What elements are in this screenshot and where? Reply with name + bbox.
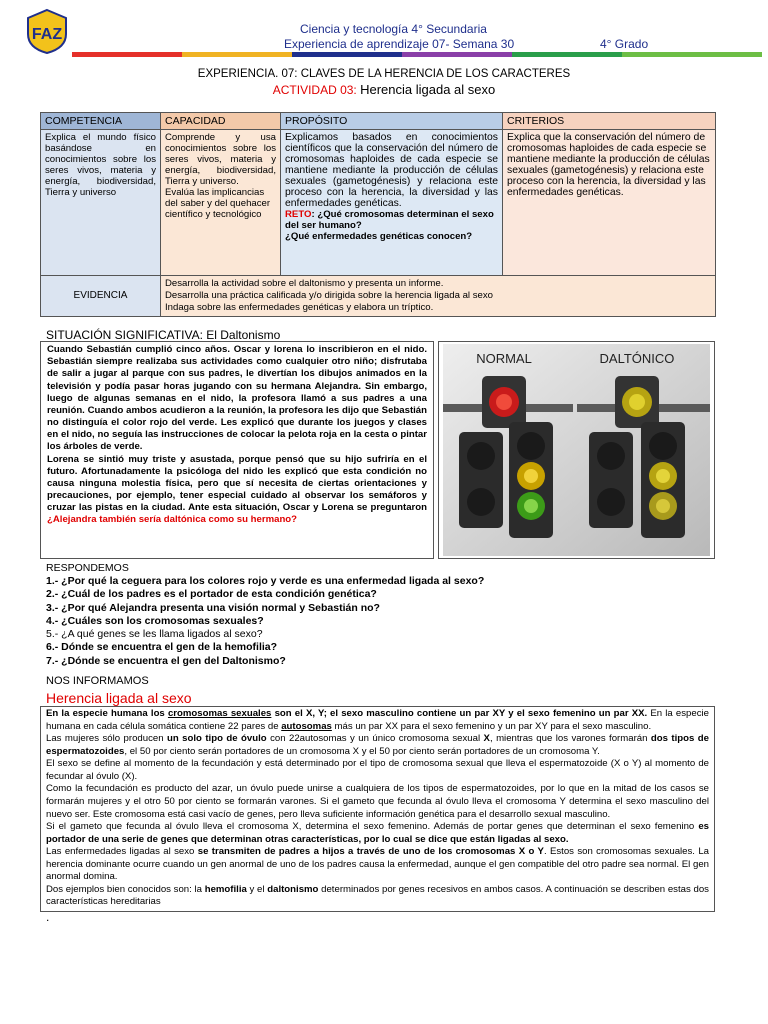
- experience-title: EXPERIENCIA. 07: CLAVES DE LA HERENCIA DE LOS CARACTERES: [197, 68, 571, 80]
- question-item: 1.- ¿Por qué la ceguera para los colores rojo y verde es una enfermedad ligada al sexo?: [46, 575, 485, 588]
- inform-paragraph-5: Si el gameto que fecunda al óvulo lleva el cromosoma X, determina el sexo femenino. Además de portar genes que determinan el sexo femenino es portador de una serie de genes que determinan otras características, por lo cual se dice que están ligadas al sexo.: [46, 821, 710, 845]
- header-subject: Ciencia y tecnología 4° Secundaria: [300, 22, 487, 36]
- logo-text: FAZ: [31, 26, 63, 43]
- evidence-item: Desarrolla la actividad sobre el daltonismo y presenta un informe.: [165, 278, 444, 289]
- question-item: 6.- Dónde se encuentra el gen de la hemofilia?: [46, 641, 278, 654]
- capacidad-2: Evalúa las implicancias del saber y del quehacer científico y tecnológico: [165, 187, 271, 220]
- cell-competencia: Explica el mundo físico basándose en conocimientos sobre los seres vivos, materia y energía, biodiversidad, Tierra y universo: [41, 130, 161, 276]
- question-item: 4.- ¿Cuáles son los cromosomas sexuales?: [46, 614, 264, 627]
- traffic-light-image: [438, 341, 715, 559]
- inform-paragraph-6: Las enfermedades ligadas al sexo se transmiten de padres a hijos a través de uno de los cromosomas X o Y. Estos son cromosomas sexuales. La herencia dominante ocurre cuando un gen anormal de uno de los padres causa la enfermedad, aunque el gen compatible del otro padre sea normal. El gen anormal domina.: [46, 846, 709, 883]
- school-logo: [24, 8, 70, 54]
- label-daltonico: DALTÓNICO: [599, 351, 675, 366]
- reto-question-1: : ¿Qué cromosomas determinan el sexo del ser humano?: [285, 209, 494, 231]
- inform-paragraph-4: Como la fecundación es producto del azar, un óvulo puede unirse a cualquiera de los tipos de espermatozoides, por lo que en la mitad de los casos se formarán mujeres y el otro 50 por ciento se formarán varones. Si el gameto que fecunda al óvulo lleva el cromosoma Y determina el sexo masculino del nuevo ser. Este cromosoma está casi vacío de genes, pero lleva suficiente información genética para el desarrollo sexual masculino.: [46, 783, 709, 820]
- evidence-item: Desarrolla una práctica calificada y/o dirigida sobre la herencia ligada al sexo: [165, 289, 493, 301]
- header-criterios: CRITERIOS: [503, 113, 716, 130]
- evidence-label: EVIDENCIA: [41, 276, 161, 317]
- situation-question: ¿Alejandra también sería daltónica como su hermano?: [47, 514, 298, 526]
- inform-title: NOS INFORMAMOS: [46, 675, 149, 687]
- situation-text: [40, 341, 434, 559]
- cell-proposito: [281, 130, 503, 276]
- evidence-item: Indaga sobre las enfermedades genéticas y elabora un tríptico.: [165, 301, 434, 313]
- situation-paragraph-2: Lorena se sintió muy triste y asustada, porque pensó que su hijo sufriría en el futuro. Afortunadamente la psicóloga del nido les explicó que esta condición no causa ninguna molestia física, pero que sí necesita de ciertas orientaciones y precauciones, por ejemplo, tener especial cuidado al observar los semáforos y cruzar las pistas en la ciudad. Ante esta situación, Oscar y Lorena se preguntaron ¿Alejandra también sería daltónica como su hermano?: [47, 453, 427, 526]
- question-item: 3.- ¿Por qué Alejandra presenta una visión normal y Sebastián no?: [46, 601, 380, 614]
- inform-paragraph-2: Las mujeres sólo producen un solo tipo de óvulo con 22autosomas y un único cromosoma sexual X, mientras que los varones formarán dos tipos de espermatozoides, el 50 por ciento serán portadores de un cromosoma X y el 50 por ciento serán portadores de un cromosoma Y.: [46, 733, 709, 757]
- situation-title: SITUACIÓN SIGNIFICATIVA: El Daltonismo: [46, 328, 281, 342]
- situation-paragraph-1: Cuando Sebastián cumplió cinco años. Oscar y lorena lo inscribieron en el nido. Sebastián siempre realizaba sus actividades como cualquier otro niño; disfrutaba de salir a jugar al parque con sus padres, le divertían los dibujos animados en la televisión y podía pasar horas jugando con su hermana Alejandra. Sin embargo, luego de algunas semanas en el nido, la profesora llamó a sus padres a una reunión. Cuando ambos acudieron a la reunión, la profesora les dijo que Sebastián no distinguía el color rojo del verde. Les explicó que durante los juegos y clases en el nido, no seguía las instrucciones de colocar la pelota roja en la cesta o pintar los árboles de verde.: [47, 344, 427, 453]
- inform-text: [40, 706, 715, 912]
- table-content-row: [41, 130, 716, 276]
- capacidad-1: Comprende y usa conocimientos sobre los seres vivos, materia y energía, biodiversidad, Tierra y universo.: [165, 132, 276, 187]
- cell-criterios: Explica que la conservación del número de cromosomas haploides de cada especie se mantiene mediante la producción de células sexuales (gametogénesis) y relaciona este proceso con la herencia, la diversidad y las enfermedades genéticas.: [503, 130, 716, 276]
- reto-question-2: ¿Qué enfermedades genéticas conocen?: [285, 231, 473, 242]
- header-experience: Experiencia de aprendizaje 07- Semana 30: [284, 37, 515, 51]
- evidence-list: [161, 276, 716, 317]
- reto-label: RETO: [285, 209, 312, 220]
- competency-table: [40, 112, 716, 317]
- header-proposito: PROPÓSITO: [281, 113, 503, 130]
- activity-name: Herencia ligada al sexo: [360, 82, 496, 97]
- activity-label: ACTIVIDAD 03:: [272, 83, 357, 97]
- inform-paragraph-1: En la especie humana los cromosomas sexuales son el X, Y; el sexo masculino contiene un par XY y el sexo femenino un par XX. En la especie humana en cada célula somática contiene 22 pares de autosomas más un par XX para el sexo femenino y un par XY para el sexo masculino.: [46, 708, 709, 732]
- questions-title: RESPONDEMOS: [46, 562, 129, 574]
- evidence-row: [41, 276, 716, 317]
- inform-paragraph-7: Dos ejemplos bien conocidos son: la hemofilia y el daltonismo determinados por genes recesivos en ambos casos. A continuación se describen estas dos características hereditarias: [46, 883, 709, 908]
- proposito-text: Explicamos basados en conocimientos científicos que la conservación del número de cromosomas haploides de cada especie se mantiene mediante la producción de células sexuales (gametogénesis) y relaciona este proceso con la herencia, la diversidad y las enfermedades genéticas.: [285, 132, 498, 209]
- header-grade: 4° Grado: [600, 37, 649, 51]
- label-normal: NORMAL: [476, 351, 532, 366]
- trailing-dot: .: [46, 910, 50, 924]
- question-item: 5.- ¿A qué genes se les llama ligados al sexo?: [46, 628, 263, 641]
- questions-section: [46, 562, 484, 668]
- traffic-light-illustration: [439, 342, 714, 558]
- header-capacidad: CAPACIDAD: [161, 113, 281, 130]
- reto: [285, 209, 498, 231]
- question-item: 7.- ¿Dónde se encuentra el gen del Daltonismo?: [46, 654, 286, 667]
- inform-paragraph-3: El sexo se define al momento de la fecundación y está determinado por el tipo de cromosoma sexual que lleva el espermatozoide (X o Y) al momento de fecundar al óvulo (X).: [46, 758, 709, 782]
- activity-title: [0, 82, 768, 97]
- question-item: 2.- ¿Cuál de los padres es el portador de esta condición genética?: [46, 588, 377, 601]
- header-competencia: COMPETENCIA: [41, 113, 161, 130]
- cell-capacidad: [161, 130, 281, 276]
- table-header-row: [41, 113, 716, 130]
- inform-subtitle: Herencia ligada al sexo: [46, 690, 192, 706]
